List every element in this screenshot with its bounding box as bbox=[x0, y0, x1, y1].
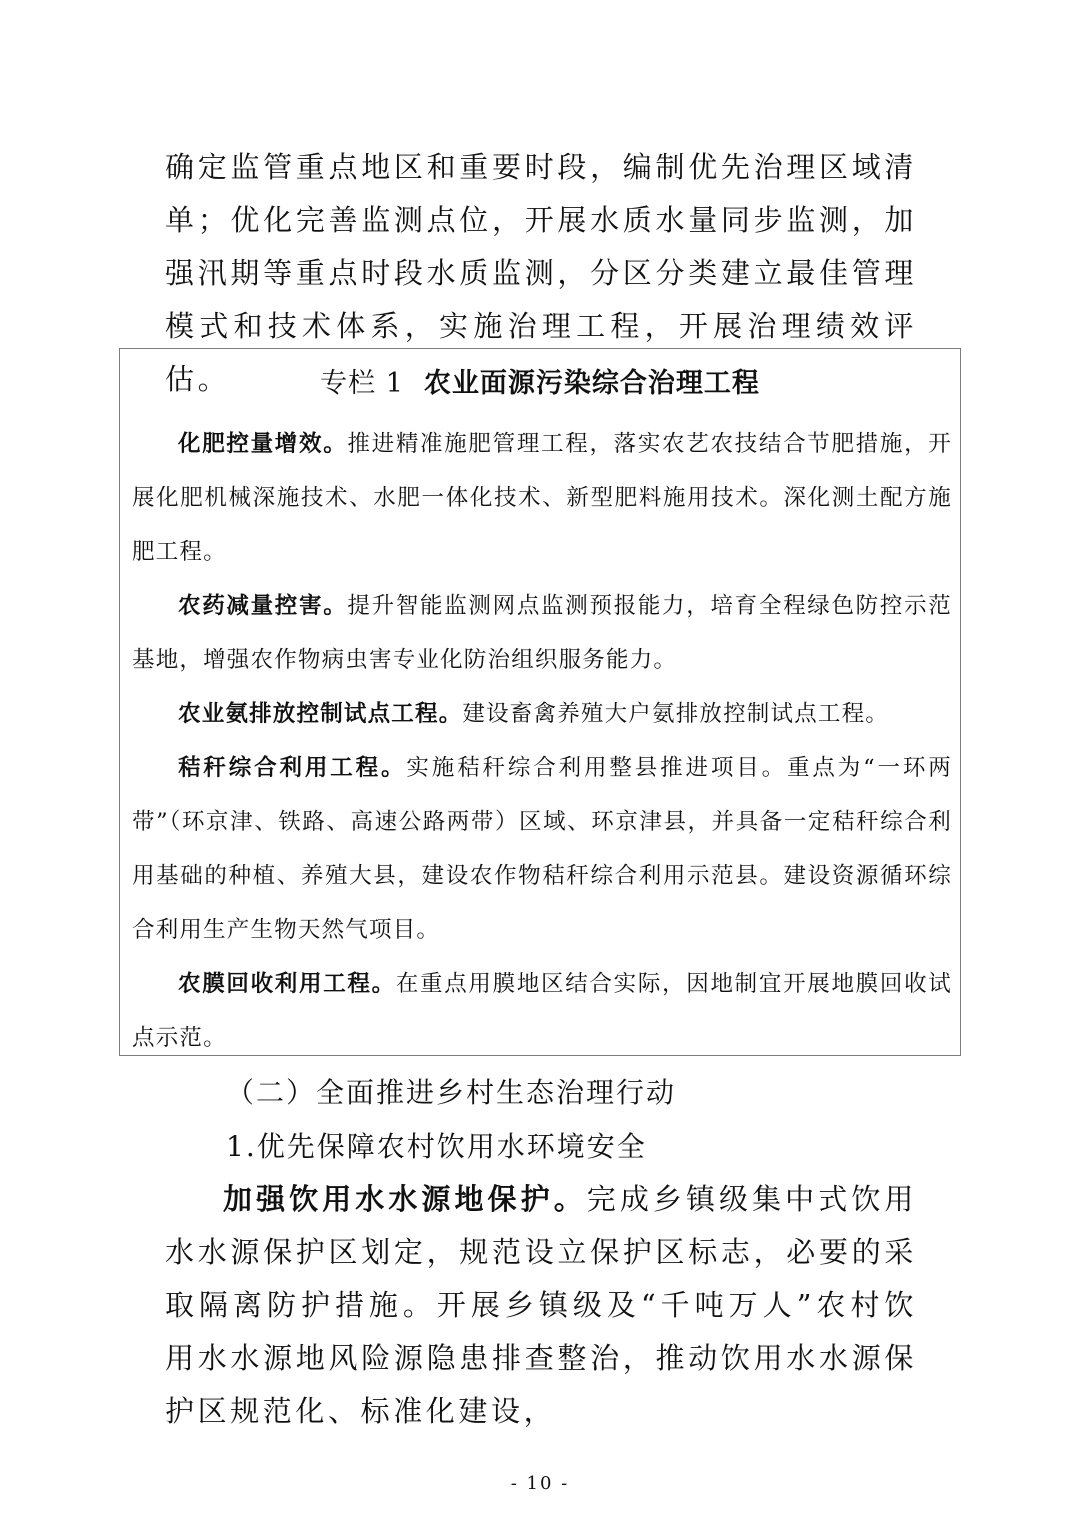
box-item-lead: 化肥控量增效。 bbox=[178, 431, 348, 457]
subsection-heading: 1.优先保障农村饮用水环境安全 bbox=[226, 1130, 647, 1163]
page-number: - 10 - bbox=[510, 1473, 570, 1494]
box-item-ammonia bbox=[132, 687, 952, 741]
box-item-lead: 农膜回收利用工程。 bbox=[178, 971, 396, 997]
section-paragraph-lead: 加强饮用水水源地保护。 bbox=[223, 1182, 587, 1216]
box-item-lead: 秸秆综合利用工程。 bbox=[178, 755, 407, 781]
box-item-pesticide bbox=[132, 579, 952, 687]
column-box bbox=[119, 348, 961, 1056]
column-box-title bbox=[120, 361, 960, 400]
box-item-text: 建设畜禽养殖大户氨排放控制试点工程。 bbox=[462, 701, 890, 727]
box-item-fertilizer bbox=[132, 417, 952, 579]
section-heading: （二）全面推进乡村生态治理行动 bbox=[226, 1076, 677, 1109]
column-box-number: 专栏 1 bbox=[320, 368, 404, 399]
box-item-film bbox=[132, 957, 952, 1065]
box-item-text: 推进精准施肥管理工程，落实农艺农技结合节肥措施，开展化肥机械深施技术、水肥一体化技术、新型肥料施用技术。深化测土配方施肥工程。 bbox=[132, 431, 952, 565]
box-item-lead: 农业氨排放控制试点工程。 bbox=[178, 701, 463, 727]
section-paragraph-text: 完成乡镇级集中式饮用水水源保护区划定，规范设立保护区标志，必要的采取隔离防护措施。开展乡镇级及“千吨万人”农村饮用水水源地风险源隐患排查整治，推动饮用水水源保护区规范化、标准化建设， bbox=[165, 1182, 917, 1428]
box-item-straw bbox=[132, 741, 952, 957]
column-box-title-text: 农业面源污染综合治理工程 bbox=[423, 368, 760, 399]
box-item-text: 实施秸秆综合利用整县推进项目。重点为“一环两带”（环京津、铁路、高速公路两带）区域、环京津县，并具备一定秸秆综合利用基础的种植、养殖大县，建设农作物秸秆综合利用示范县。建设资源循环综合利用生产生物天然气项目。 bbox=[132, 755, 952, 943]
section-paragraph bbox=[165, 1173, 917, 1438]
box-item-lead: 农药减量控害。 bbox=[178, 593, 348, 619]
box-item-text: 在重点用膜地区结合实际，因地制宜开展地膜回收试点示范。 bbox=[132, 971, 952, 1051]
intro-paragraph: 确定监管重点地区和重要时段，编制优先治理区域清单；优化完善监测点位，开展水质水量同步监测，加强汛期等重点时段水质监测，分区分类建立最佳管理模式和技术体系，实施治理工程，开展治理绩效评估。 bbox=[165, 150, 917, 396]
box-item-text: 提升智能监测网点监测预报能力，培育全程绿色防控示范基地，增强农作物病虫害专业化防治组织服务能力。 bbox=[132, 593, 952, 673]
